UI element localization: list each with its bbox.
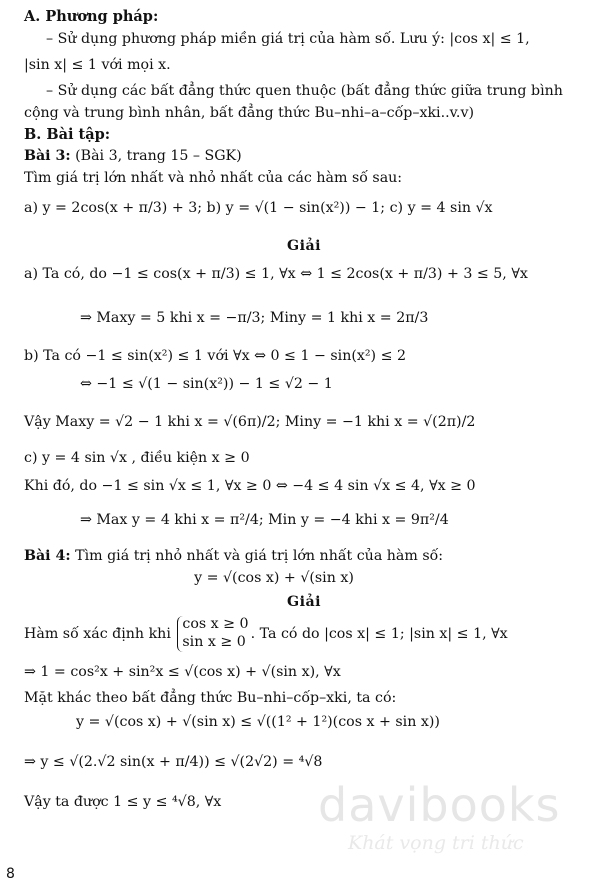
exercise-3-label: Bài 3: <box>24 148 71 164</box>
domain-condition-cos: cos x ≥ 0 <box>182 616 249 632</box>
bound-text: . Ta có do |cos x| ≤ 1; |sin x| ≤ 1, ∀x <box>250 625 508 642</box>
solution-a-line-1: a) Ta có, do −1 ≤ cos(x + π/3) ≤ 1, ∀x ⇔ 1 ≤ 2cos(x + π/3) + 3 ≤ 5, ∀x <box>24 266 528 282</box>
solution-b-line-1: b) Ta có −1 ≤ sin(x²) ≤ 1 với ∀x ⇔ 0 ≤ 1 − sin(x²) ≤ 2 <box>24 348 407 364</box>
exercise-4-header <box>24 548 443 565</box>
domain-condition-sin: sin x ≥ 0 <box>182 633 246 650</box>
solution-4-line-1 <box>24 616 508 652</box>
exercise-4-label: Bài 4: <box>24 548 71 564</box>
solution-4-line-4: y = √(cos x) + √(sin x) ≤ √((1² + 1²)(cos x + sin x)) <box>76 714 440 730</box>
domain-system <box>177 616 248 652</box>
exercise-3-reference: (Bài 3, trang 15 – SGK) <box>75 148 242 164</box>
solution-b-line-2: ⇔ −1 ≤ √(1 − sin(x²)) − 1 ≤ √2 − 1 <box>80 376 333 392</box>
domain-text: Hàm số xác định khi <box>24 625 171 642</box>
solution-4-conclusion: Vậy ta được 1 ≤ y ≤ ⁴√8, ∀x <box>24 794 222 810</box>
solution-c-line-1: c) y = 4 sin √x , điều kiện x ≥ 0 <box>24 450 250 466</box>
solution-4-line-3: Mặt khác theo bất đẳng thức Bu–nhi–cốp–xki, ta có: <box>24 690 397 706</box>
solution-b-line-3: Vậy Maxy = √2 − 1 khi x = √(6π)/2; Miny = −1 khi x = √(2π)/2 <box>24 414 476 430</box>
method-line-2: |sin x| ≤ 1 với mọi x. <box>24 57 171 73</box>
watermark-tagline: Khát vọng tri thức <box>348 832 524 854</box>
exercise-3-task: Tìm giá trị lớn nhất và nhỏ nhất của các hàm số sau: <box>24 170 403 186</box>
exercise-4-function: y = √(cos x) + √(sin x) <box>194 570 354 586</box>
method-line-1: – Sử dụng phương pháp miền giá trị của hàm số. Lưu ý: |cos x| ≤ 1, <box>46 31 530 47</box>
method-line-3: – Sử dụng các bất đẳng thức quen thuộc (bất đẳng thức giữa trung bình <box>46 83 563 99</box>
solution-c-line-2: Khi đó, do −1 ≤ sin √x ≤ 1, ∀x ≥ 0 ⇔ −4 ≤ 4 sin √x ≤ 4, ∀x ≥ 0 <box>24 478 476 494</box>
solution-heading: Giải <box>286 238 322 254</box>
section-a-heading: A. Phương pháp: <box>24 8 159 25</box>
watermark-logo: davibooks <box>318 778 561 832</box>
solution-c-line-3: ⇒ Max y = 4 khi x = π²/4; Min y = −4 khi x = 9π²/4 <box>80 512 449 528</box>
solution-4-line-5: ⇒ y ≤ √(2.√2 sin(x + π/4)) ≤ √(2√2) = ⁴√8 <box>24 754 323 770</box>
solution-4-heading: Giải <box>286 594 322 610</box>
solution-a-line-2: ⇒ Maxy = 5 khi x = −π/3; Miny = 1 khi x = 2π/3 <box>80 310 429 326</box>
section-b-heading: B. Bài tập: <box>24 126 111 143</box>
solution-4-line-2: ⇒ 1 = cos²x + sin²x ≤ √(cos x) + √(sin x), ∀x <box>24 664 341 680</box>
exercise-3-functions: a) y = 2cos(x + π/3) + 3; b) y = √(1 − sin(x²)) − 1; c) y = 4 sin √x <box>24 200 493 216</box>
method-line-4: cộng và trung bình nhân, bất đẳng thức Bu–nhi–a–cốp–xki..v.v) <box>24 105 474 121</box>
page-number: 8 <box>6 866 15 882</box>
exercise-3-header <box>24 148 242 165</box>
exercise-4-task: Tìm giá trị nhỏ nhất và giá trị lớn nhất của hàm số: <box>75 548 444 564</box>
